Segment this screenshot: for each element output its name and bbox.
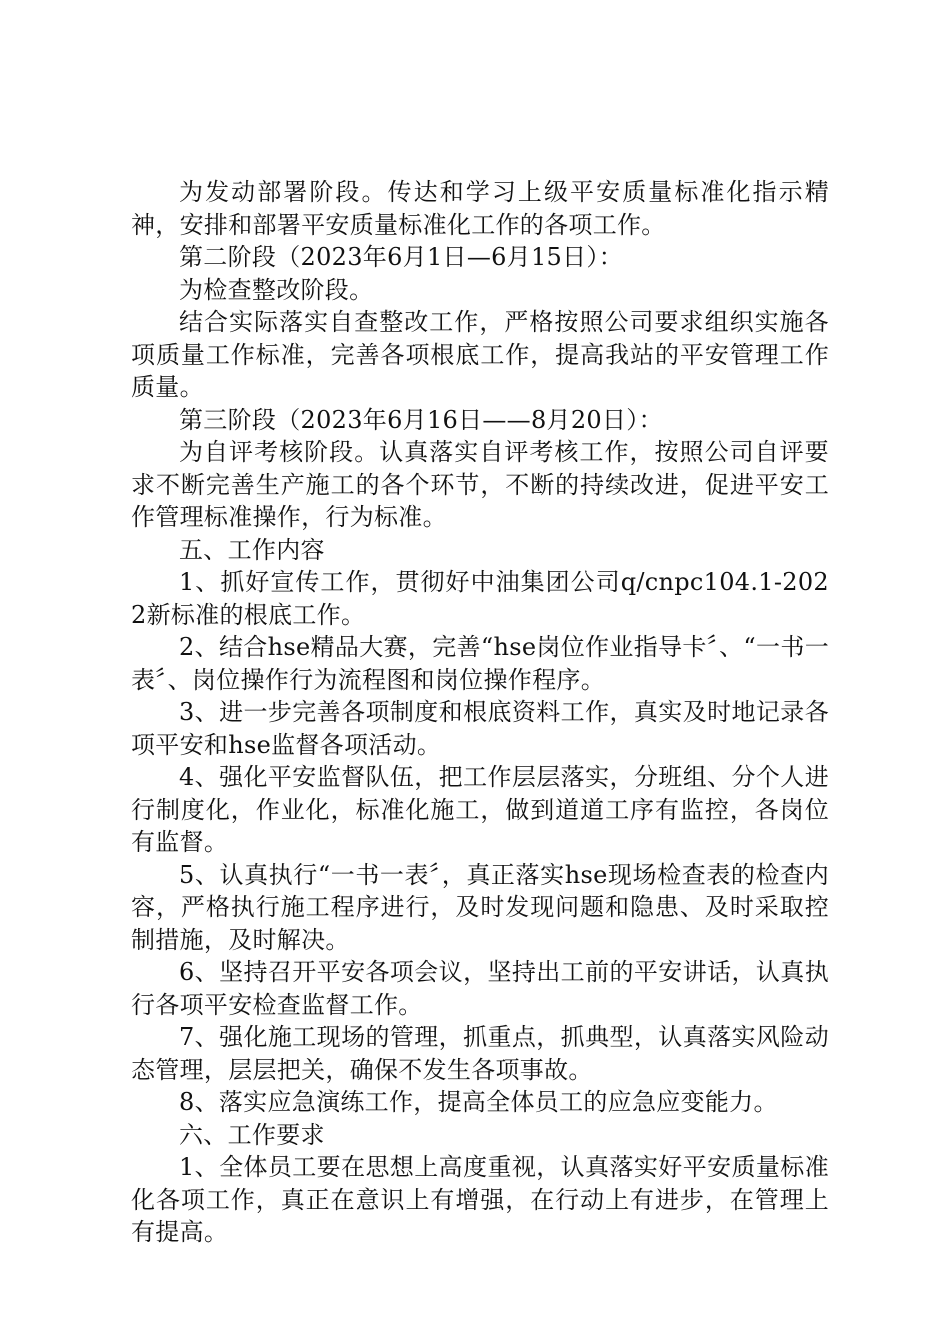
list-item-work-2: 2、结合hse精品大赛，完善“hse岗位作业指导卡〞、“一书一表〞、岗位操作行为流程图和岗位操作程序。	[131, 633, 829, 694]
list-item-requirement-1: 1、全体员工要在思想上高度重视，认真落实好平安质量标准化各项工作，真正在意识上有增强，在行动上有进步，在管理上有提高。	[131, 1153, 829, 1246]
section-heading-work-requirements: 六、工作要求	[179, 1120, 325, 1149]
paragraph-self-check: 结合实际落实自查整改工作，严格按照公司要求组织实施各项质量工作标准，完善各项根底工作，提高我站的平安管理工作质量。	[131, 308, 829, 401]
document-body	[131, 176, 829, 1249]
paragraph-stage-three-heading: 第三阶段（2023年6月16日——8月20日）：	[179, 405, 663, 434]
list-item-work-5: 5、认真执行“一书一表〞，真正落实hse现场检查表的检查内容，严格执行施工程序进行，及时发现问题和隐患、及时采取控制措施，及时解决。	[131, 860, 829, 954]
list-item-work-3: 3、进一步完善各项制度和根底资料工作，真实及时地记录各项平安和hse监督各项活动。	[131, 698, 829, 759]
list-item-work-1: 1、抓好宣传工作，贯彻好中油集团公司q/cnpc104.1-2022新标准的根底工作。	[131, 568, 829, 629]
list-item-work-4: 4、强化平安监督队伍，把工作层层落实，分班组、分个人进行制度化，作业化，标准化施工，做到道道工序有监控，各岗位有监督。	[131, 763, 829, 856]
list-item-work-6: 6、坚持召开平安各项会议，坚持出工前的平安讲话，认真执行各项平安检查监督工作。	[131, 958, 829, 1019]
paragraph-mobilization-stage: 为发动部署阶段。传达和学习上级平安质量标准化指示精神，安排和部署平安质量标准化工作的各项工作。	[131, 178, 829, 239]
list-item-work-7: 7、强化施工现场的管理，抓重点，抓典型，认真落实风险动态管理，层层把关，确保不发生各项事故。	[131, 1023, 829, 1084]
paragraph-inspection-stage: 为检查整改阶段。	[179, 275, 374, 304]
section-heading-work-content: 五、工作内容	[179, 535, 325, 564]
paragraph-self-assessment-stage: 为自评考核阶段。认真落实自评考核工作，按照公司自评要求不断完善生产施工的各个环节，不断的持续改进，促进平安工作管理标准操作，行为标准。	[131, 438, 829, 531]
paragraph-stage-two-heading: 第二阶段（2023年6月1日—6月15日）：	[179, 243, 624, 271]
list-item-work-8: 8、落实应急演练工作，提高全体员工的应急应变能力。	[179, 1088, 778, 1116]
